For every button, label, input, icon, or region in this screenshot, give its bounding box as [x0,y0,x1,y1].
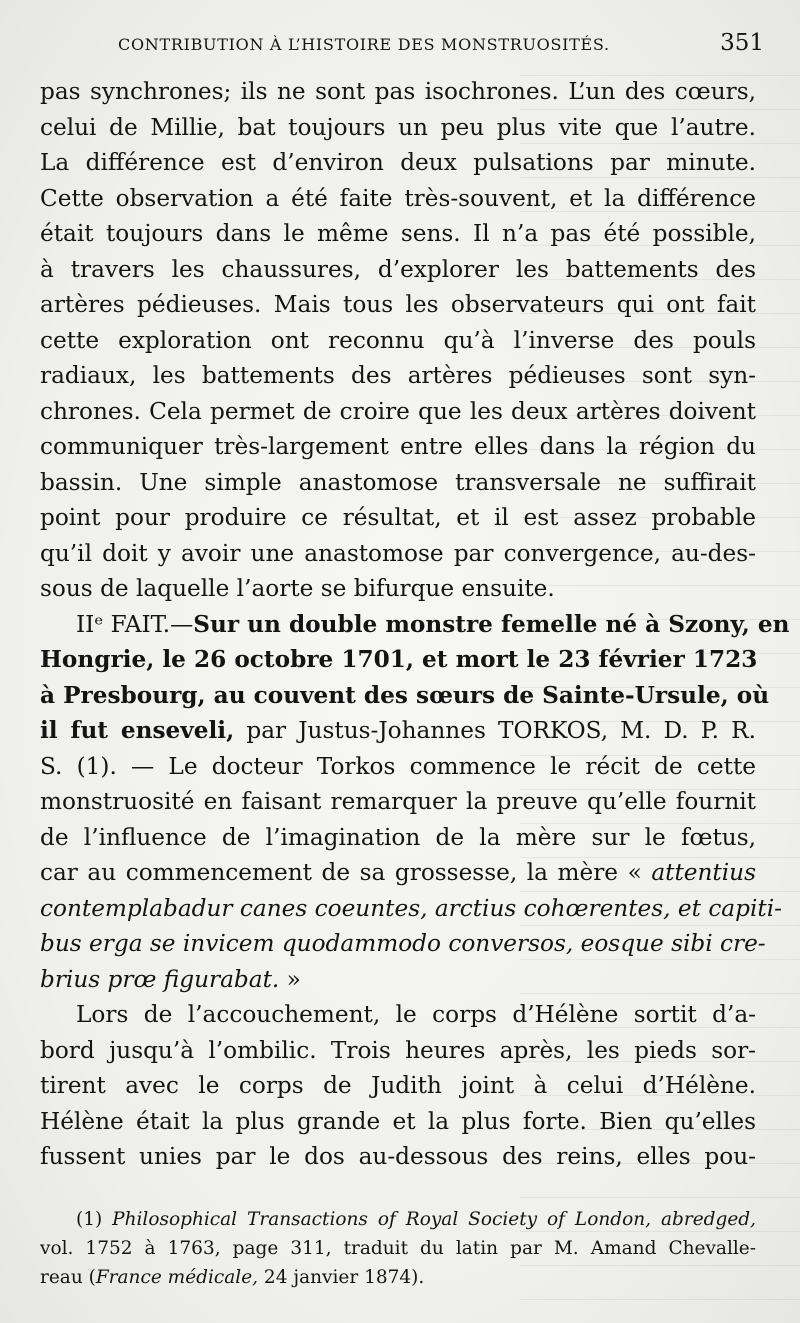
footnote-line [40,1263,756,1292]
fait-heading-line [40,607,790,643]
footnote-line: vol. 1752 à 1763, page 311, traduit du latin par M. Amand Chevalle- [40,1238,756,1259]
text-line: communiquer très-largement entre elles dans la région du [40,433,756,460]
running-head: CONTRIBUTION À L’HISTOIRE DES MONSTRUOSITÉS. [118,35,610,54]
latin-quote-line [40,855,756,891]
latin-quote-line: contemplabadur canes coeuntes, arctius cohœrentes, et capiti- [40,894,782,922]
footnote [40,1205,756,1292]
page-header [118,30,764,64]
text-line: Hélène était la plus grande et la plus forte. Bien qu’elles [40,1107,756,1135]
text-line: point pour produire ce résultat, et il est assez probable [40,504,756,531]
page-number: 351 [720,30,764,56]
footnote-date: 24 janvier 1874). [258,1267,425,1288]
body-text [40,74,790,1175]
footnote-citation: Philosophical Transactions of Royal Society of London, abredged, [112,1209,756,1230]
text-line: S. (1). — Le docteur Torkos commence le récit de cette [40,752,756,780]
latin-intro: car au commencement de sa grossesse, la mère « [40,859,652,886]
latin-quote-line: bus erga se invicem quodammodo conversos, eosque sibi cre- [40,930,766,957]
text-line: fussent unies par le dos au-dessous des reins, elles pou- [40,1143,756,1170]
text-line: celui de Millie, bat toujours un peu plus vite que l’autre. [40,113,756,141]
fait-author: par Justus-Johannes TORKOS, M. D. P. R. [234,717,757,744]
text-line: pas synchrones; ils ne sont pas isochrones. L’un des cœurs, [40,78,756,105]
text-line: radiaux, les battements des artères pédieuses sont syn- [40,362,756,389]
fait-title: à Presbourg, au couvent des sœurs de Sainte-Ursule, où [40,681,770,709]
text-line: Lors de l’accouchement, le corps d’Hélène sortit d’a- [76,1001,756,1028]
text-line: bassin. Une simple anastomose transversale ne suffirait [40,468,756,496]
text-line: cette exploration ont reconnu qu’à l’inverse des pouls [40,326,756,354]
text-line: qu’il doit y avoir une anastomose par convergence, au-des- [40,539,756,567]
fait-title: Hongrie, le 26 octobre 1701, et mort le 23 février 1723 [40,646,758,673]
fait-title: Sur un double monstre femelle né à Szony, en [193,610,790,638]
text-line: Cette observation a été faite très-souvent, et la différence [40,184,756,212]
fait-heading-line [40,713,756,749]
fait-heading-line [40,642,756,678]
footnote-journal: France médicale, [95,1267,259,1288]
footnote-line [40,1205,756,1234]
text-line: La différence est d’environ deux pulsations par minute. [40,149,756,176]
text-line: artères pédieuses. Mais tous les observateurs qui ont fait [40,291,756,318]
text-line: monstruosité en faisant remarquer la preuve qu’elle fournit [40,788,756,815]
footnote-text: reau ( [40,1267,96,1288]
fait-title: il fut enseveli, [40,717,235,744]
text-line: bord jusqu’à l’ombilic. Trois heures après, les pieds sor- [40,1036,756,1064]
text-line: sous de laquelle l’aorte se bifurque ensuite. [40,575,555,602]
latin-close: » [279,965,301,993]
fait-label: IIᵉ FAIT.— [76,610,194,638]
text-line: chrones. Cela permet de croire que les deux artères doivent [40,397,756,425]
latin-text: brius prœ figurabat. [40,965,280,993]
text-line: était toujours dans le même sens. Il n’a pas été possible, [40,220,756,247]
text-line: tirent avec le corps de Judith joint à celui d’Hélène. [40,1072,756,1099]
latin-quote-line [40,962,756,998]
latin-text: attentius [651,859,756,886]
text-line: à travers les chaussures, d’explorer les battements des [40,255,756,283]
text-line: de l’influence de l’imagination de la mère sur le fœtus, [40,823,756,851]
fait-heading-line [40,678,770,714]
footnote-marker: (1) [76,1209,113,1230]
